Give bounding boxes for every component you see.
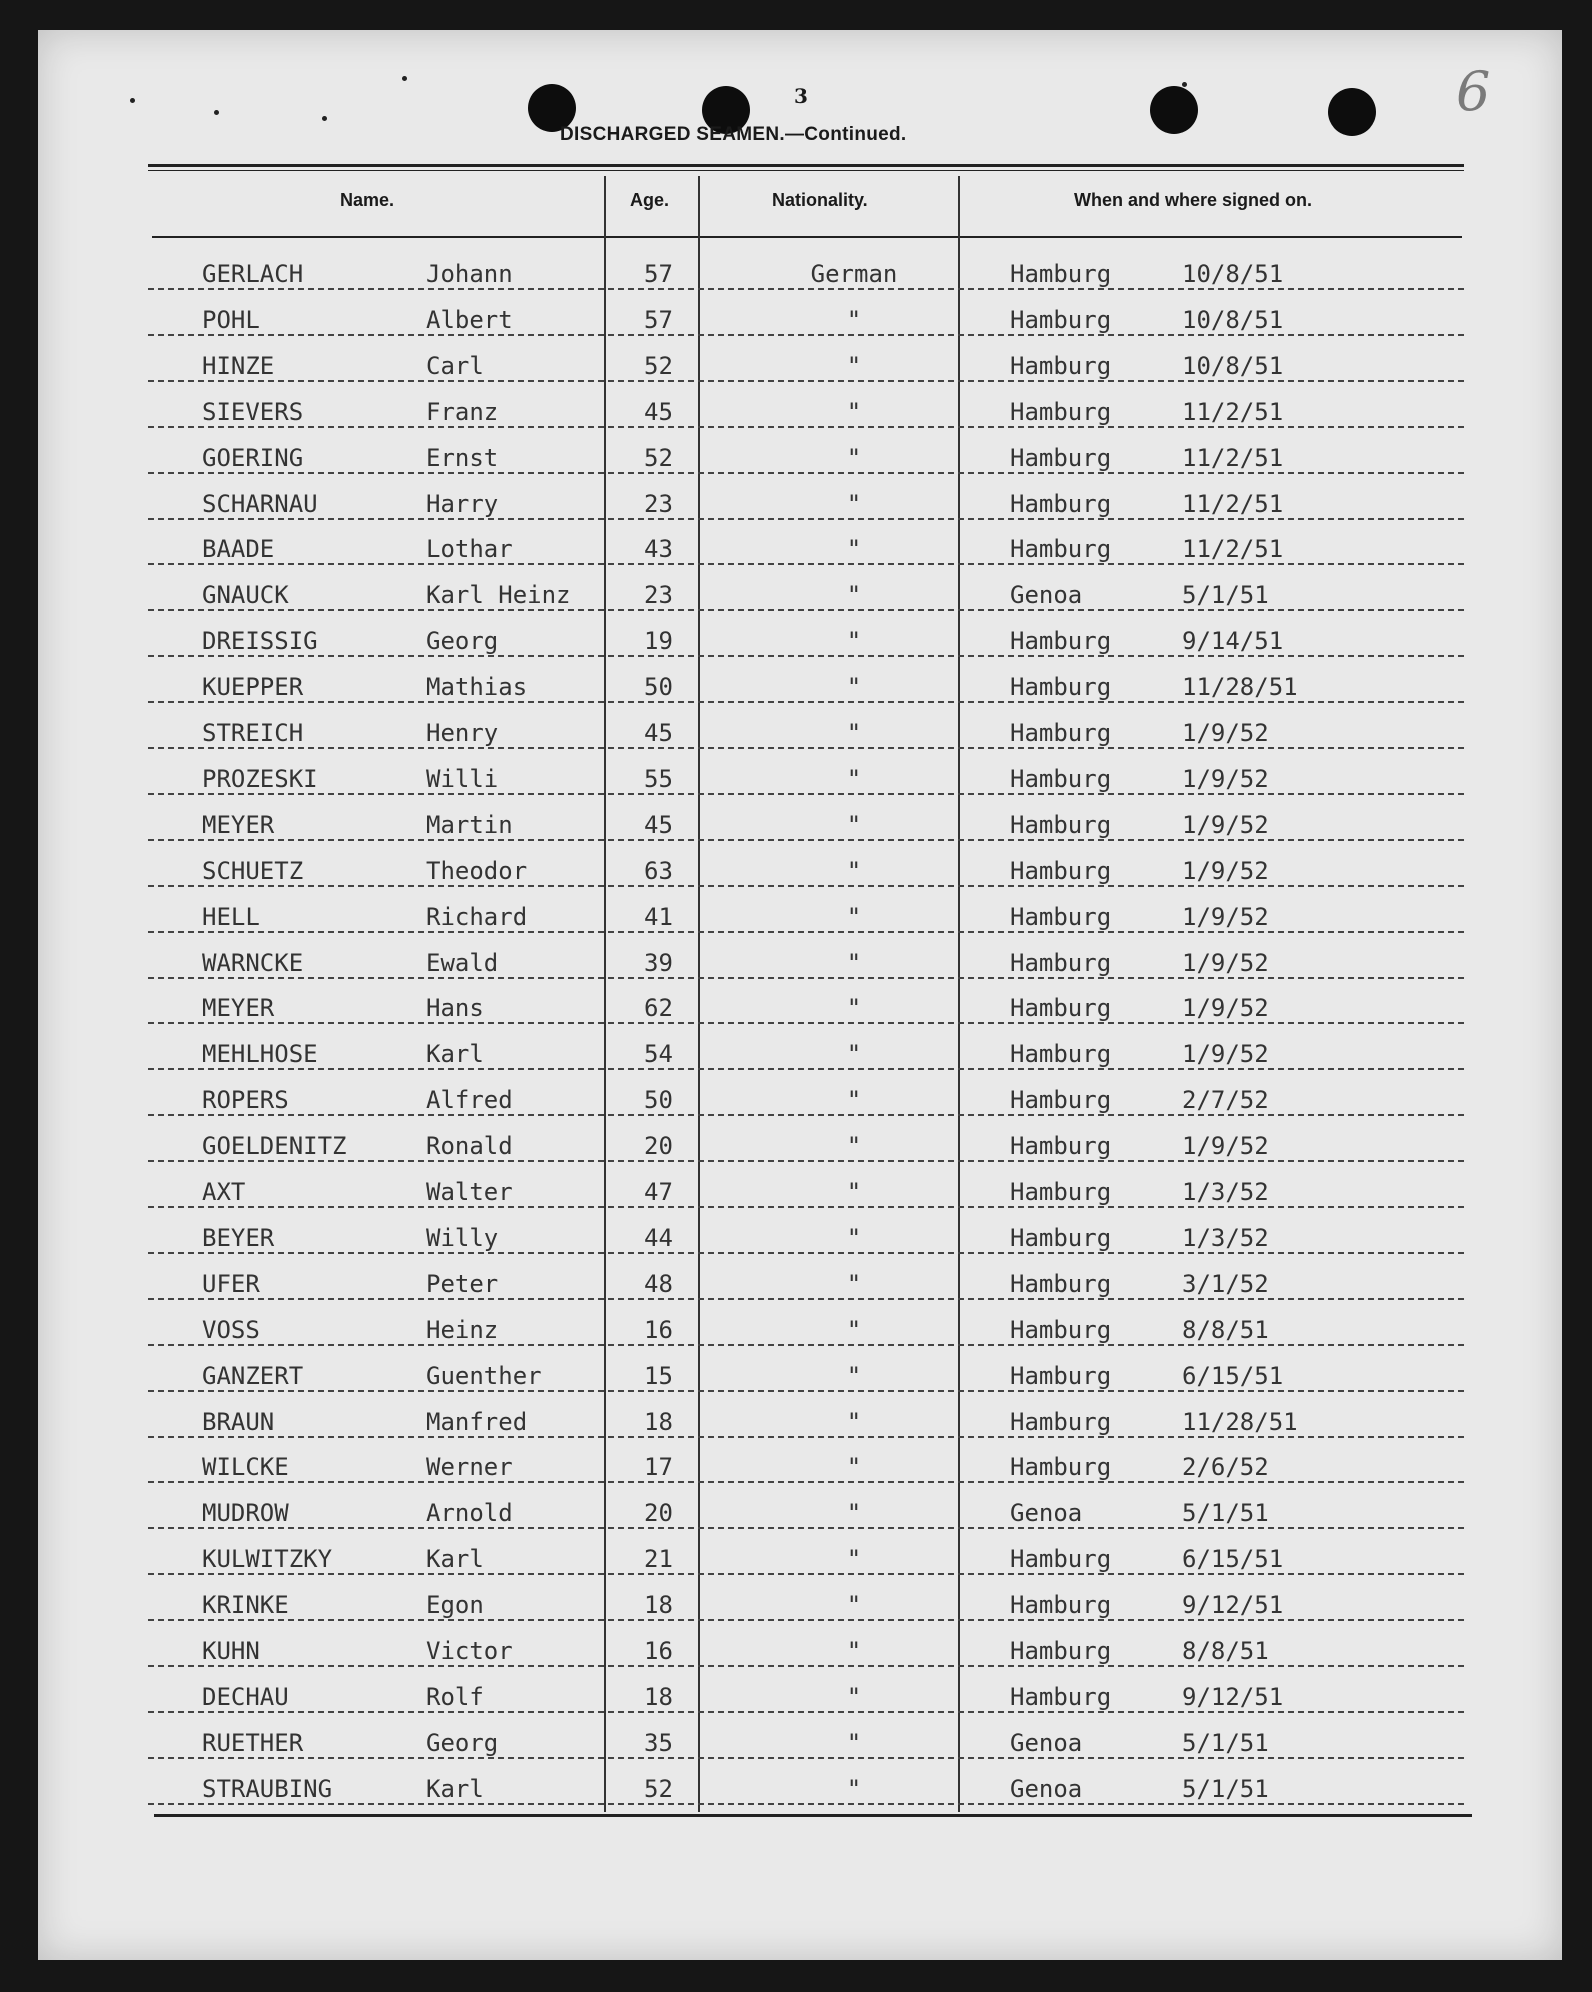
signed-on-port-cell: Hamburg: [1010, 260, 1112, 288]
age-cell: 21: [644, 1545, 673, 1574]
column-header-nationality: Nationality.: [772, 190, 868, 210]
table-row: [148, 1489, 1464, 1535]
dotted-leader-line: [148, 518, 1464, 520]
surname-cell: KUEPPER: [202, 673, 304, 702]
age-cell: 16: [644, 1315, 673, 1344]
surname-cell: POHL: [202, 305, 260, 334]
nationality-cell: ": [846, 1407, 862, 1436]
age-cell: 20: [644, 1132, 673, 1161]
signed-on-date-cell: 1/9/52: [1182, 856, 1269, 885]
table-row: [148, 250, 1464, 296]
signed-on-date-cell: 5/1/51: [1182, 1499, 1269, 1528]
surname-cell: DREISSIG: [202, 627, 318, 656]
table-row: [148, 525, 1464, 571]
age-cell: 57: [644, 305, 673, 334]
signed-on-port-cell: Hamburg: [1010, 1637, 1112, 1665]
table-row: [148, 1535, 1464, 1581]
surname-cell: GOELDENITZ: [202, 1132, 347, 1161]
table-row: [148, 1076, 1464, 1122]
nationality-cell: ": [846, 673, 862, 702]
signed-on-date-cell: 11/28/51: [1182, 673, 1298, 702]
nationality-cell: ": [846, 351, 862, 380]
surname-cell: KULWITZKY: [202, 1545, 333, 1574]
signed-on-date-cell: 1/9/52: [1182, 902, 1269, 931]
column-header-name: Name.: [340, 190, 395, 210]
surname-cell: VOSS: [202, 1315, 260, 1344]
nationality-cell: ": [846, 1499, 862, 1528]
surname-cell: GOERING: [202, 443, 304, 472]
table-row: [148, 480, 1464, 526]
table-row: [148, 1260, 1464, 1306]
table-row: [148, 617, 1464, 663]
nationality-cell: ": [846, 443, 862, 472]
dotted-leader-line: [148, 563, 1464, 565]
table-row: [148, 388, 1464, 434]
age-cell: 23: [644, 581, 673, 610]
given-name-cell: Guenther: [426, 1361, 542, 1390]
given-name-cell: Peter: [426, 1269, 499, 1298]
given-name-cell: Franz: [426, 397, 499, 426]
nationality-cell: ": [846, 489, 862, 518]
signed-on-date-cell: 3/1/52: [1182, 1269, 1269, 1298]
signed-on-date-cell: 1/9/52: [1182, 764, 1269, 793]
dotted-leader-line: [148, 609, 1464, 611]
age-cell: 54: [644, 1040, 673, 1069]
age-cell: 52: [644, 1774, 673, 1803]
nationality-cell: ": [846, 948, 862, 977]
table-row: [148, 847, 1464, 893]
given-name-cell: Albert: [426, 305, 513, 334]
table-row: [148, 893, 1464, 939]
nationality-cell: ": [846, 1315, 862, 1344]
signed-on-date-cell: 9/12/51: [1182, 1591, 1284, 1620]
age-cell: 50: [644, 1086, 673, 1115]
header-rule-top-thin: [148, 170, 1464, 171]
age-cell: 35: [644, 1728, 673, 1757]
surname-cell: BRAUN: [202, 1407, 275, 1436]
ink-speck: [322, 116, 327, 121]
nationality-cell: ": [846, 1269, 862, 1298]
surname-cell: WARNCKE: [202, 948, 304, 977]
nationality-cell: ": [846, 1132, 862, 1161]
nationality-cell: ": [846, 994, 862, 1023]
surname-cell: BAADE: [202, 535, 275, 564]
table-row: [148, 1352, 1464, 1398]
dotted-leader-line: [148, 655, 1464, 657]
nationality-cell: ": [846, 810, 862, 839]
signed-on-port-cell: Hamburg: [1010, 1315, 1112, 1344]
signed-on-date-cell: 1/9/52: [1182, 719, 1269, 747]
column-header-age: Age.: [630, 190, 670, 210]
nationality-cell: ": [846, 305, 862, 334]
signed-on-port-cell: Hamburg: [1010, 1040, 1112, 1069]
age-cell: 15: [644, 1361, 673, 1390]
dotted-leader-line: [148, 1344, 1464, 1346]
given-name-cell: Manfred: [426, 1407, 528, 1436]
signed-on-date-cell: 10/8/51: [1182, 305, 1284, 334]
given-name-cell: Theodor: [426, 856, 528, 885]
given-name-cell: Hans: [426, 994, 484, 1023]
given-name-cell: Heinz: [426, 1315, 499, 1344]
ink-speck: [130, 98, 135, 103]
signed-on-date-cell: 11/2/51: [1182, 443, 1284, 472]
signed-on-date-cell: 2/7/52: [1182, 1086, 1269, 1115]
dotted-leader-line: [148, 701, 1464, 703]
table-row: [148, 663, 1464, 709]
age-cell: 20: [644, 1499, 673, 1528]
surname-cell: SCHARNAU: [202, 489, 318, 518]
dotted-leader-line: [148, 1527, 1464, 1529]
signed-on-port-cell: Hamburg: [1010, 1407, 1112, 1436]
dotted-leader-line: [148, 1481, 1464, 1483]
age-cell: 45: [644, 397, 673, 426]
given-name-cell: Victor: [426, 1637, 513, 1665]
dotted-leader-line: [148, 885, 1464, 887]
given-name-cell: Willy: [426, 1223, 499, 1252]
nationality-cell: ": [846, 1591, 862, 1620]
given-name-cell: Ronald: [426, 1132, 513, 1161]
surname-cell: STREICH: [202, 719, 304, 747]
signed-on-port-cell: Hamburg: [1010, 397, 1112, 426]
nationality-cell: ": [846, 581, 862, 610]
signed-on-port-cell: Hamburg: [1010, 1682, 1112, 1711]
given-name-cell: Johann: [426, 260, 513, 288]
age-cell: 57: [644, 260, 673, 288]
given-name-cell: Harry: [426, 489, 499, 518]
given-name-cell: Arnold: [426, 1499, 513, 1528]
table-row: [148, 1581, 1464, 1627]
surname-cell: RUETHER: [202, 1728, 304, 1757]
nationality-cell: ": [846, 902, 862, 931]
signed-on-date-cell: 1/9/52: [1182, 1040, 1269, 1069]
given-name-cell: Henry: [426, 719, 499, 747]
table-row: [148, 1673, 1464, 1719]
signed-on-date-cell: 5/1/51: [1182, 581, 1269, 610]
header-rule-bottom: [152, 236, 1462, 238]
signed-on-port-cell: Hamburg: [1010, 1223, 1112, 1252]
dotted-leader-line: [148, 380, 1464, 382]
given-name-cell: Alfred: [426, 1086, 513, 1115]
given-name-cell: Walter: [426, 1178, 513, 1206]
table-row: [148, 1122, 1464, 1168]
age-cell: 45: [644, 719, 673, 747]
signed-on-date-cell: 9/14/51: [1182, 627, 1284, 656]
signed-on-port-cell: Hamburg: [1010, 1132, 1112, 1161]
table-row: [148, 434, 1464, 480]
given-name-cell: Georg: [426, 627, 499, 656]
signed-on-port-cell: Hamburg: [1010, 1591, 1112, 1620]
signed-on-port-cell: Hamburg: [1010, 351, 1112, 380]
signed-on-port-cell: Genoa: [1010, 1728, 1083, 1757]
nationality-cell: ": [846, 397, 862, 426]
dotted-leader-line: [148, 839, 1464, 841]
given-name-cell: Ernst: [426, 443, 499, 472]
signed-on-date-cell: 5/1/51: [1182, 1728, 1269, 1757]
signed-on-port-cell: Hamburg: [1010, 810, 1112, 839]
surname-cell: GANZERT: [202, 1361, 304, 1390]
nationality-cell: ": [846, 1178, 862, 1206]
signed-on-date-cell: 1/9/52: [1182, 994, 1269, 1023]
table-row: [148, 709, 1464, 755]
nationality-cell: ": [846, 1545, 862, 1574]
given-name-cell: Mathias: [426, 673, 528, 702]
surname-cell: STRAUBING: [202, 1774, 333, 1803]
given-name-cell: Karl: [426, 1774, 484, 1803]
age-cell: 39: [644, 948, 673, 977]
signed-on-date-cell: 1/9/52: [1182, 1132, 1269, 1161]
given-name-cell: Martin: [426, 810, 513, 839]
dotted-leader-line: [148, 931, 1464, 933]
table-row: [148, 1443, 1464, 1489]
signed-on-port-cell: Hamburg: [1010, 856, 1112, 885]
ink-speck: [214, 110, 219, 115]
surname-cell: GNAUCK: [202, 581, 289, 610]
signed-on-date-cell: 5/1/51: [1182, 1774, 1269, 1803]
page-title: DISCHARGED SEAMEN.—Continued.: [560, 124, 907, 145]
signed-on-date-cell: 11/28/51: [1182, 1407, 1298, 1436]
age-cell: 18: [644, 1407, 673, 1436]
signed-on-port-cell: Hamburg: [1010, 305, 1112, 334]
surname-cell: MEYER: [202, 994, 275, 1023]
age-cell: 16: [644, 1637, 673, 1665]
signed-on-port-cell: Hamburg: [1010, 719, 1112, 747]
table-row: [148, 801, 1464, 847]
surname-cell: UFER: [202, 1269, 260, 1298]
table-row: [148, 1030, 1464, 1076]
age-cell: 52: [644, 443, 673, 472]
age-cell: 23: [644, 489, 673, 518]
signed-on-port-cell: Hamburg: [1010, 1453, 1112, 1482]
ink-speck: [402, 76, 407, 81]
nationality-cell: ": [846, 1774, 862, 1803]
signed-on-date-cell: 2/6/52: [1182, 1453, 1269, 1482]
dotted-leader-line: [148, 1068, 1464, 1070]
dotted-leader-line: [148, 1022, 1464, 1024]
dotted-leader-line: [148, 1757, 1464, 1759]
dotted-leader-line: [148, 472, 1464, 474]
dotted-leader-line: [148, 1114, 1464, 1116]
nationality-cell: ": [846, 719, 862, 747]
surname-cell: AXT: [202, 1178, 246, 1206]
dotted-leader-line: [148, 1298, 1464, 1300]
surname-cell: MUDROW: [202, 1499, 289, 1528]
given-name-cell: Willi: [426, 764, 499, 793]
given-name-cell: Karl: [426, 1545, 484, 1574]
table-row: [148, 296, 1464, 342]
nationality-cell: ": [846, 1637, 862, 1665]
header-rule-top: [148, 164, 1464, 167]
age-cell: 48: [644, 1269, 673, 1298]
dotted-leader-line: [148, 1803, 1464, 1805]
nationality-cell: ": [846, 1453, 862, 1482]
signed-on-date-cell: 8/8/51: [1182, 1637, 1269, 1665]
signed-on-date-cell: 8/8/51: [1182, 1315, 1269, 1344]
surname-cell: ROPERS: [202, 1086, 289, 1115]
surname-cell: KRINKE: [202, 1591, 289, 1620]
surname-cell: BEYER: [202, 1223, 275, 1252]
table-row: [148, 342, 1464, 388]
dotted-leader-line: [148, 747, 1464, 749]
age-cell: 62: [644, 994, 673, 1023]
signed-on-date-cell: 6/15/51: [1182, 1545, 1284, 1574]
surname-cell: MEYER: [202, 810, 275, 839]
ink-speck: [1182, 82, 1187, 87]
nationality-cell: ": [846, 1223, 862, 1252]
age-cell: 18: [644, 1682, 673, 1711]
table-row: [148, 1168, 1464, 1214]
dotted-leader-line: [148, 1665, 1464, 1667]
surname-cell: DECHAU: [202, 1682, 289, 1711]
dotted-leader-line: [148, 1573, 1464, 1575]
nationality-cell: ": [846, 1361, 862, 1390]
nationality-cell: ": [846, 1728, 862, 1757]
surname-cell: PROZESKI: [202, 764, 318, 793]
age-cell: 41: [644, 902, 673, 931]
signed-on-port-cell: Hamburg: [1010, 764, 1112, 793]
signed-on-date-cell: 9/12/51: [1182, 1682, 1284, 1711]
table-row: [148, 1306, 1464, 1352]
age-cell: 45: [644, 810, 673, 839]
dotted-leader-line: [148, 1390, 1464, 1392]
given-name-cell: Carl: [426, 351, 484, 380]
dotted-leader-line: [148, 1252, 1464, 1254]
binder-hole: [1328, 88, 1376, 136]
age-cell: 43: [644, 535, 673, 564]
signed-on-date-cell: 10/8/51: [1182, 260, 1284, 288]
table-row: [148, 1398, 1464, 1444]
surname-cell: HELL: [202, 902, 260, 931]
dotted-leader-line: [148, 793, 1464, 795]
nationality-cell: ": [846, 856, 862, 885]
signed-on-port-cell: Hamburg: [1010, 948, 1112, 977]
table-row: [148, 755, 1464, 801]
table-row: [148, 1765, 1464, 1811]
table-row: [148, 1214, 1464, 1260]
signed-on-date-cell: 1/9/52: [1182, 948, 1269, 977]
given-name-cell: Georg: [426, 1728, 499, 1757]
given-name-cell: Richard: [426, 902, 528, 931]
age-cell: 52: [644, 351, 673, 380]
signed-on-port-cell: Hamburg: [1010, 489, 1112, 518]
age-cell: 19: [644, 627, 673, 656]
surname-cell: SIEVERS: [202, 397, 304, 426]
dotted-leader-line: [148, 977, 1464, 979]
signed-on-port-cell: Hamburg: [1010, 1361, 1112, 1390]
nationality-cell: ": [846, 535, 862, 564]
nationality-cell: ": [846, 627, 862, 656]
dotted-leader-line: [148, 1206, 1464, 1208]
nationality-cell: German: [810, 260, 898, 288]
table-row: [148, 1719, 1464, 1765]
dotted-leader-line: [148, 334, 1464, 336]
dotted-leader-line: [148, 1619, 1464, 1621]
signed-on-port-cell: Genoa: [1010, 1774, 1083, 1803]
dotted-leader-line: [148, 426, 1464, 428]
surname-cell: WILCKE: [202, 1453, 289, 1482]
dotted-leader-line: [148, 1160, 1464, 1162]
given-name-cell: Rolf: [426, 1682, 484, 1711]
table-row: [148, 1627, 1464, 1673]
column-header-signed-on: When and where signed on.: [1074, 190, 1313, 210]
signed-on-port-cell: Hamburg: [1010, 1269, 1112, 1298]
given-name-cell: Karl: [426, 1040, 484, 1069]
signed-on-port-cell: Hamburg: [1010, 673, 1112, 702]
page-number: 3: [794, 84, 808, 108]
given-name-cell: Egon: [426, 1591, 484, 1620]
table-row: [148, 939, 1464, 985]
signed-on-date-cell: 1/9/52: [1182, 810, 1269, 839]
signed-on-port-cell: Hamburg: [1010, 1178, 1112, 1206]
dotted-leader-line: [148, 1711, 1464, 1713]
signed-on-port-cell: Hamburg: [1010, 443, 1112, 472]
handwritten-page-mark: 6: [1456, 60, 1491, 123]
signed-on-date-cell: 10/8/51: [1182, 351, 1284, 380]
signed-on-port-cell: Hamburg: [1010, 994, 1112, 1023]
surname-cell: MEHLHOSE: [202, 1040, 318, 1069]
table-row: [148, 571, 1464, 617]
dotted-leader-line: [148, 1436, 1464, 1438]
surname-cell: SCHUETZ: [202, 856, 304, 885]
signed-on-date-cell: 11/2/51: [1182, 397, 1284, 426]
age-cell: 17: [644, 1453, 673, 1482]
given-name-cell: Karl Heinz: [426, 581, 571, 610]
signed-on-port-cell: Genoa: [1010, 581, 1083, 610]
signed-on-port-cell: Genoa: [1010, 1499, 1083, 1528]
signed-on-port-cell: Hamburg: [1010, 535, 1112, 564]
age-cell: 63: [644, 856, 673, 885]
dotted-leader-line: [148, 288, 1464, 290]
nationality-cell: ": [846, 1086, 862, 1115]
nationality-cell: ": [846, 764, 862, 793]
signed-on-port-cell: Hamburg: [1010, 902, 1112, 931]
age-cell: 18: [644, 1591, 673, 1620]
age-cell: 50: [644, 673, 673, 702]
surname-cell: KUHN: [202, 1637, 260, 1665]
age-cell: 55: [644, 764, 673, 793]
given-name-cell: Lothar: [426, 535, 513, 564]
signed-on-date-cell: 11/2/51: [1182, 489, 1284, 518]
binder-hole: [1150, 86, 1198, 134]
nationality-cell: ": [846, 1682, 862, 1711]
signed-on-port-cell: Hamburg: [1010, 1545, 1112, 1574]
signed-on-date-cell: 11/2/51: [1182, 535, 1284, 564]
signed-on-port-cell: Hamburg: [1010, 1086, 1112, 1115]
surname-cell: HINZE: [202, 351, 275, 380]
given-name-cell: Werner: [426, 1453, 513, 1482]
age-cell: 47: [644, 1178, 673, 1206]
table-rule-bottom: [154, 1814, 1472, 1817]
table-row: [148, 984, 1464, 1030]
signed-on-date-cell: 6/15/51: [1182, 1361, 1284, 1390]
surname-cell: GERLACH: [202, 260, 304, 288]
signed-on-date-cell: 1/3/52: [1182, 1178, 1269, 1206]
nationality-cell: ": [846, 1040, 862, 1069]
age-cell: 44: [644, 1223, 673, 1252]
given-name-cell: Ewald: [426, 948, 499, 977]
signed-on-port-cell: Hamburg: [1010, 627, 1112, 656]
signed-on-date-cell: 1/3/52: [1182, 1223, 1269, 1252]
